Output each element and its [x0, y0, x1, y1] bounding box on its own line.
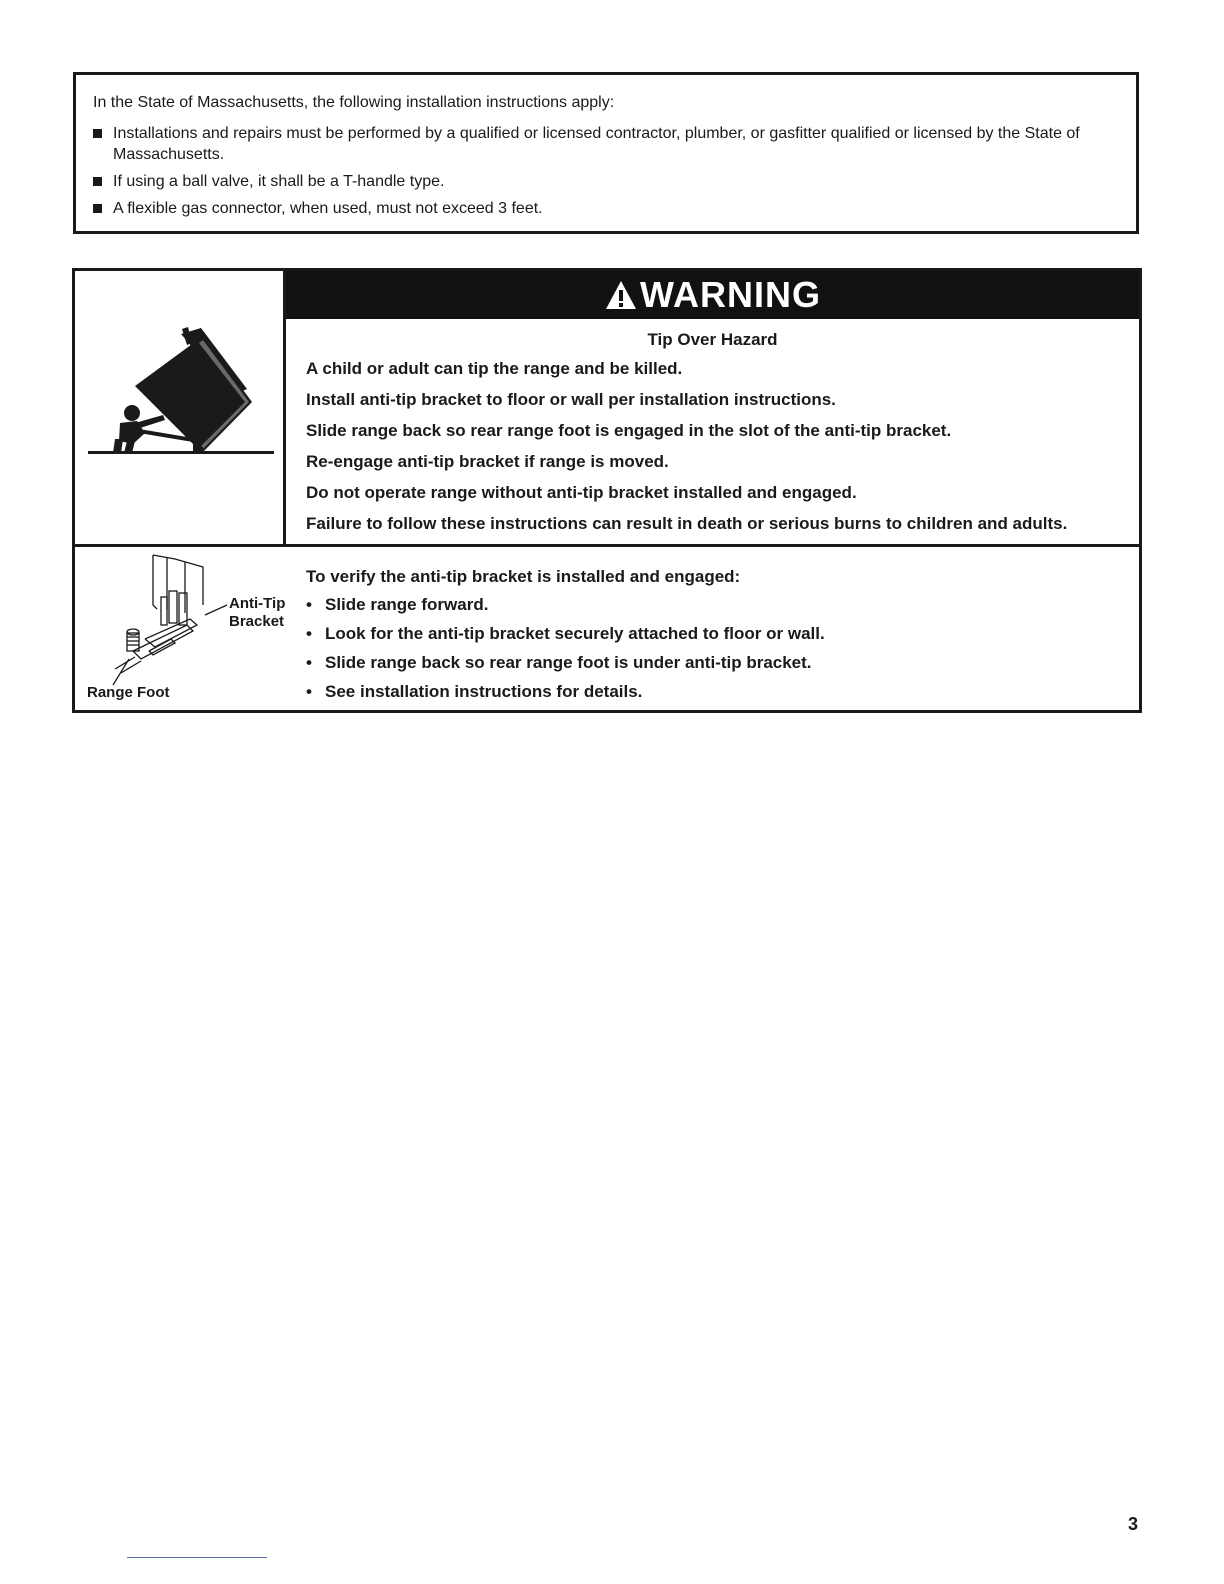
alert-triangle-icon	[604, 279, 638, 311]
list-item: A child or adult can tip the range and be killed.	[306, 359, 683, 378]
hazard-title: Tip Over Hazard	[647, 330, 778, 349]
warning-top-section	[75, 271, 1139, 547]
verify-intro: To verify the anti-tip bracket is installed and engaged:	[306, 567, 741, 586]
warning-signal-word: WARNING	[640, 274, 821, 315]
square-bullet-icon	[93, 204, 102, 213]
square-bullet-icon	[93, 129, 102, 138]
list-item: Failure to follow these instructions can result in death or serious burns to children and adults.	[306, 514, 1068, 533]
verify-list	[306, 595, 825, 711]
list-item: Installations and repairs must be performed by a qualified or licensed contractor, plumber, or gasfitter qualified or licensed by the State of Massachusetts.	[93, 123, 1113, 165]
massachusetts-notice-box	[73, 72, 1139, 234]
footer-divider	[127, 1557, 267, 1558]
list-item: • See installation instructions for details.	[306, 682, 643, 701]
range-foot-label: Range Foot	[87, 684, 170, 701]
list-item: • Slide range back so rear range foot is under anti-tip bracket.	[306, 653, 812, 672]
warning-verify-section	[75, 547, 1139, 710]
list-item: Re-engage anti-tip bracket if range is moved.	[306, 452, 669, 471]
massachusetts-intro: In the State of Massachusetts, the following installation instructions apply:	[93, 94, 615, 111]
list-item: • Slide range forward.	[306, 595, 489, 614]
list-item: If using a ball valve, it shall be a T-handle type.	[93, 171, 1113, 192]
massachusetts-list	[93, 123, 1113, 225]
tip-over-warning-box	[72, 268, 1142, 713]
page-number: 3	[1128, 1514, 1139, 1534]
list-item: Slide range back so rear range foot is engaged in the slot of the anti-tip bracket.	[306, 421, 952, 440]
list-item: Do not operate range without anti-tip bracket installed and engaged.	[306, 483, 857, 502]
list-item: • Look for the anti-tip bracket securely attached to floor or wall.	[306, 624, 825, 643]
square-bullet-icon	[93, 177, 102, 186]
list-item: A flexible gas connector, when used, must not exceed 3 feet.	[93, 198, 1113, 219]
anti-tip-label: Anti-Tip Bracket	[229, 595, 286, 630]
list-item: Install anti-tip bracket to floor or wall per installation instructions.	[306, 390, 836, 409]
warning-statements	[306, 359, 1067, 545]
tip-over-pictogram-cell	[75, 271, 286, 544]
tip-over-pictogram-icon	[75, 271, 283, 544]
warning-header-bar	[286, 271, 1139, 319]
